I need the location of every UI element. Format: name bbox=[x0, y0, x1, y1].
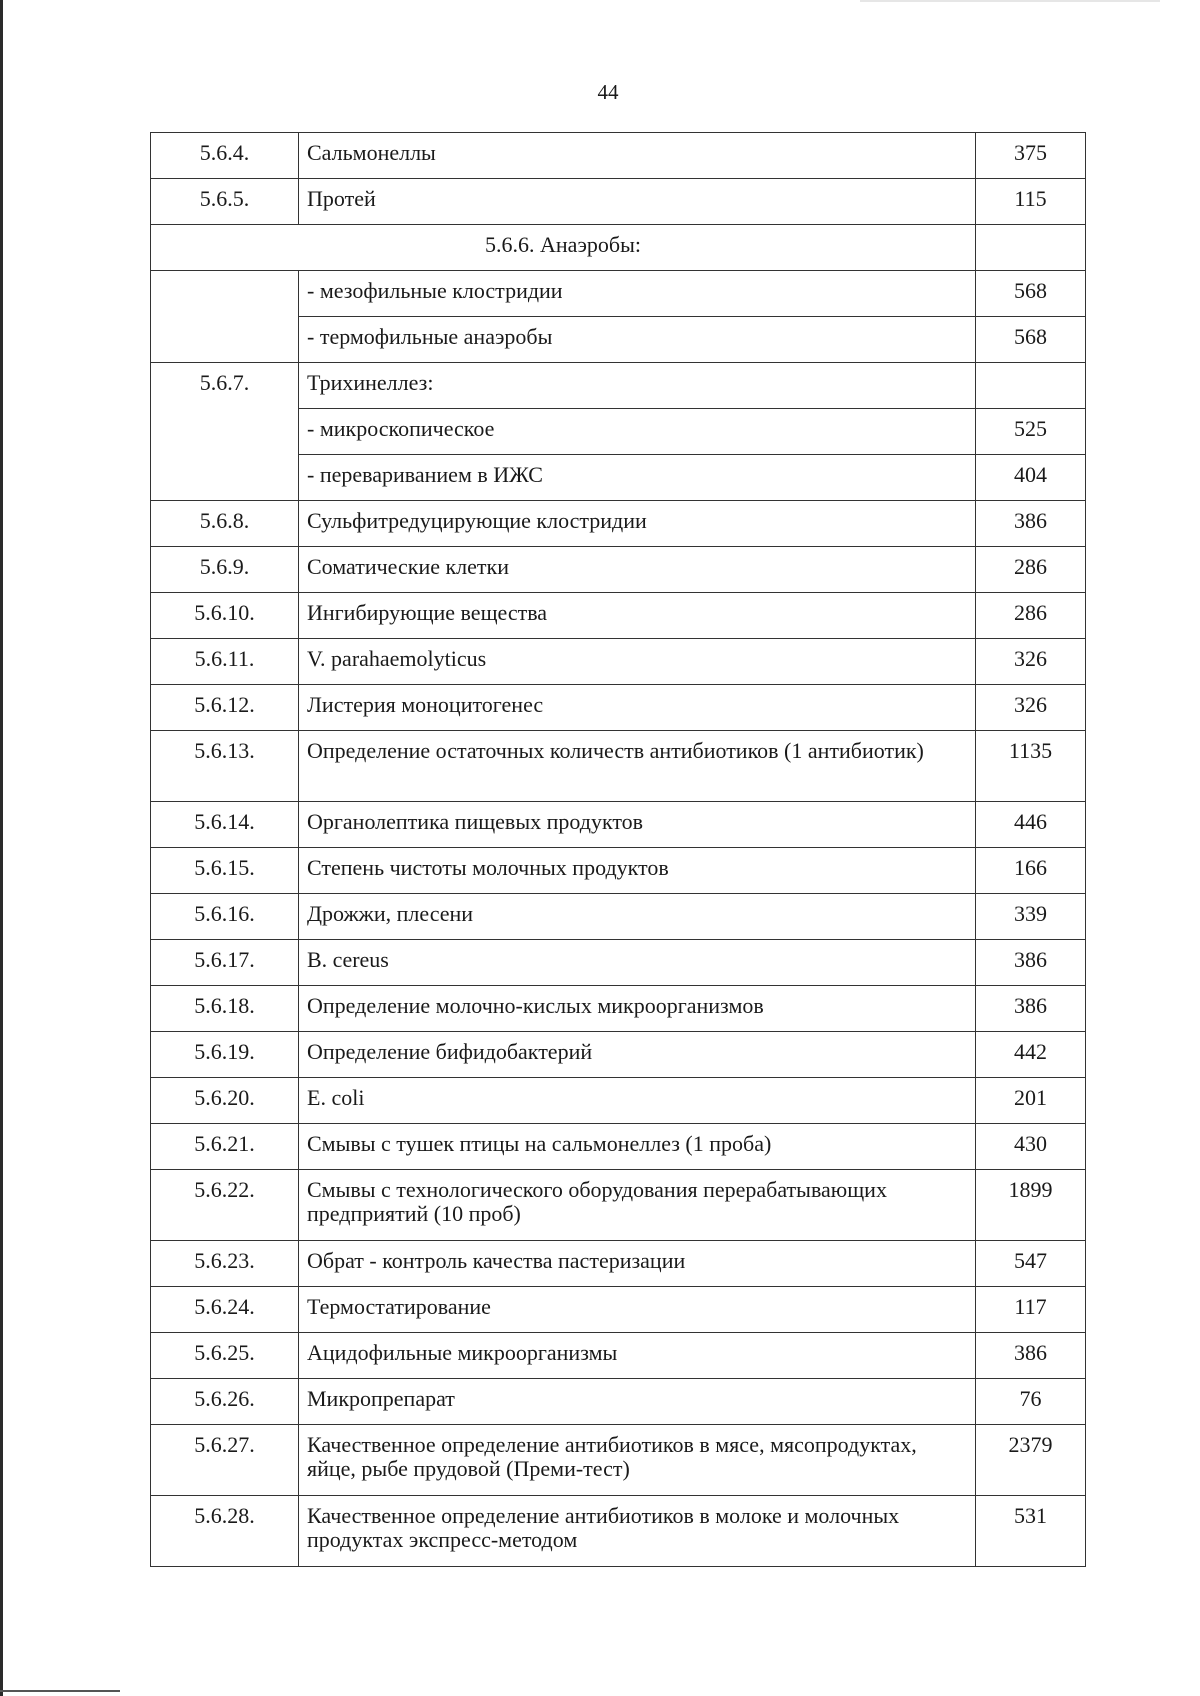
price-cell: 76 bbox=[976, 1379, 1086, 1425]
code-cell: 5.6.19. bbox=[151, 1032, 299, 1078]
price-cell: 115 bbox=[976, 179, 1086, 225]
price-cell: 339 bbox=[976, 894, 1086, 940]
name-cell: Ацидофильные микроорганизмы bbox=[299, 1333, 976, 1379]
price-cell: 525 bbox=[976, 409, 1086, 455]
name-cell: Ингибирующие вещества bbox=[299, 593, 976, 639]
table-row bbox=[151, 1170, 1086, 1241]
code-cell: 5.6.18. bbox=[151, 986, 299, 1032]
code-cell: 5.6.20. bbox=[151, 1078, 299, 1124]
code-cell: 5.6.10. bbox=[151, 593, 299, 639]
code-cell: 5.6.8. bbox=[151, 501, 299, 547]
code-cell: 5.6.21. bbox=[151, 1124, 299, 1170]
name-cell: V. parahaemolyticus bbox=[299, 639, 976, 685]
table-row bbox=[151, 1496, 1086, 1567]
price-cell: 404 bbox=[976, 455, 1086, 501]
price-cell: 547 bbox=[976, 1241, 1086, 1287]
price-cell: 386 bbox=[976, 940, 1086, 986]
name-cell: Соматические клетки bbox=[299, 547, 976, 593]
name-cell: - термофильные анаэробы bbox=[299, 317, 976, 363]
price-cell bbox=[976, 225, 1086, 271]
price-cell: 1899 bbox=[976, 1170, 1086, 1241]
table-row bbox=[151, 848, 1086, 894]
table-row bbox=[151, 731, 1086, 802]
name-cell: Сульфитредуцирующие клостридии bbox=[299, 501, 976, 547]
price-cell: 430 bbox=[976, 1124, 1086, 1170]
code-cell: 5.6.22. bbox=[151, 1170, 299, 1241]
name-cell: E. coli bbox=[299, 1078, 976, 1124]
name-cell: - мезофильные клостридии bbox=[299, 271, 976, 317]
name-cell: Термостатирование bbox=[299, 1287, 976, 1333]
code-cell: 5.6.12. bbox=[151, 685, 299, 731]
name-cell: Определение бифидобактерий bbox=[299, 1032, 976, 1078]
table-row bbox=[151, 1241, 1086, 1287]
table-row bbox=[151, 986, 1086, 1032]
page-number: 44 bbox=[597, 80, 619, 104]
section-title-cell: 5.6.6. Анаэробы: bbox=[151, 225, 976, 271]
name-cell: Органолептика пищевых продуктов bbox=[299, 802, 976, 848]
name-cell: Степень чистоты молочных продуктов bbox=[299, 848, 976, 894]
table-row bbox=[151, 1379, 1086, 1425]
name-cell: Обрат - контроль качества пастеризации bbox=[299, 1241, 976, 1287]
table-row bbox=[151, 639, 1086, 685]
code-cell: 5.6.4. bbox=[151, 133, 299, 179]
scan-artifact-top bbox=[860, 0, 1160, 2]
name-cell: - микроскопическое bbox=[299, 409, 976, 455]
name-cell: Микропрепарат bbox=[299, 1379, 976, 1425]
name-cell: Определение остаточных количеств антибиотиков (1 антибиотик) bbox=[299, 731, 976, 802]
code-cell: 5.6.16. bbox=[151, 894, 299, 940]
name-cell: Трихинеллез: bbox=[299, 363, 976, 409]
scan-artifact-bottom bbox=[0, 1690, 120, 1692]
code-cell: 5.6.24. bbox=[151, 1287, 299, 1333]
code-cell: 5.6.9. bbox=[151, 547, 299, 593]
price-cell: 568 bbox=[976, 271, 1086, 317]
table-row bbox=[151, 1078, 1086, 1124]
price-cell: 386 bbox=[976, 1333, 1086, 1379]
name-cell: Смывы с технологического оборудования перерабатывающих предприятий (10 проб) bbox=[299, 1170, 976, 1241]
table-row bbox=[151, 1032, 1086, 1078]
table-row bbox=[151, 133, 1086, 179]
price-cell: 286 bbox=[976, 547, 1086, 593]
table-row bbox=[151, 1124, 1086, 1170]
table-row bbox=[151, 363, 1086, 409]
code-cell: 5.6.5. bbox=[151, 179, 299, 225]
code-cell: 5.6.11. bbox=[151, 639, 299, 685]
table-row bbox=[151, 802, 1086, 848]
code-cell: 5.6.14. bbox=[151, 802, 299, 848]
code-cell: 5.6.27. bbox=[151, 1425, 299, 1496]
code-cell: 5.6.7. bbox=[151, 363, 299, 501]
price-table-body bbox=[151, 133, 1086, 1567]
name-cell: Качественное определение антибиотиков в молоке и молочных продуктах экспресс-методом bbox=[299, 1496, 976, 1567]
table-row bbox=[151, 685, 1086, 731]
price-table bbox=[150, 132, 1086, 1567]
table-row bbox=[151, 547, 1086, 593]
price-cell: 531 bbox=[976, 1496, 1086, 1567]
table-row bbox=[151, 1287, 1086, 1333]
price-cell: 446 bbox=[976, 802, 1086, 848]
price-cell: 166 bbox=[976, 848, 1086, 894]
page-left-border bbox=[0, 0, 3, 1696]
name-cell: Протей bbox=[299, 179, 976, 225]
name-cell: Смывы с тушек птицы на сальмонеллез (1 проба) bbox=[299, 1124, 976, 1170]
table-row bbox=[151, 1333, 1086, 1379]
price-cell: 568 bbox=[976, 317, 1086, 363]
price-cell: 375 bbox=[976, 133, 1086, 179]
name-cell: Дрожжи, плесени bbox=[299, 894, 976, 940]
price-cell: 286 bbox=[976, 593, 1086, 639]
name-cell: Определение молочно-кислых микроорганизмов bbox=[299, 986, 976, 1032]
price-cell: 326 bbox=[976, 685, 1086, 731]
price-cell: 386 bbox=[976, 501, 1086, 547]
table-row bbox=[151, 593, 1086, 639]
name-cell: Качественное определение антибиотиков в мясе, мясопродуктах, яйце, рыбе прудовой (Преми-тест) bbox=[299, 1425, 976, 1496]
name-cell: - перевариванием в ИЖС bbox=[299, 455, 976, 501]
price-cell: 326 bbox=[976, 639, 1086, 685]
name-cell: Сальмонеллы bbox=[299, 133, 976, 179]
table-row bbox=[151, 179, 1086, 225]
price-cell: 117 bbox=[976, 1287, 1086, 1333]
table-row bbox=[151, 225, 1086, 271]
name-cell: B. cereus bbox=[299, 940, 976, 986]
price-cell: 1135 bbox=[976, 731, 1086, 802]
table-row bbox=[151, 1425, 1086, 1496]
table-row bbox=[151, 501, 1086, 547]
price-cell: 442 bbox=[976, 1032, 1086, 1078]
name-cell: Листерия моноцитогенес bbox=[299, 685, 976, 731]
price-cell: 201 bbox=[976, 1078, 1086, 1124]
code-cell: 5.6.15. bbox=[151, 848, 299, 894]
code-cell: 5.6.23. bbox=[151, 1241, 299, 1287]
code-cell: 5.6.25. bbox=[151, 1333, 299, 1379]
table-row bbox=[151, 940, 1086, 986]
code-cell bbox=[151, 271, 299, 363]
code-cell: 5.6.13. bbox=[151, 731, 299, 802]
code-cell: 5.6.28. bbox=[151, 1496, 299, 1567]
table-row bbox=[151, 271, 1086, 317]
code-cell: 5.6.26. bbox=[151, 1379, 299, 1425]
price-cell: 386 bbox=[976, 986, 1086, 1032]
price-cell bbox=[976, 363, 1086, 409]
table-row bbox=[151, 894, 1086, 940]
code-cell: 5.6.17. bbox=[151, 940, 299, 986]
price-cell: 2379 bbox=[976, 1425, 1086, 1496]
